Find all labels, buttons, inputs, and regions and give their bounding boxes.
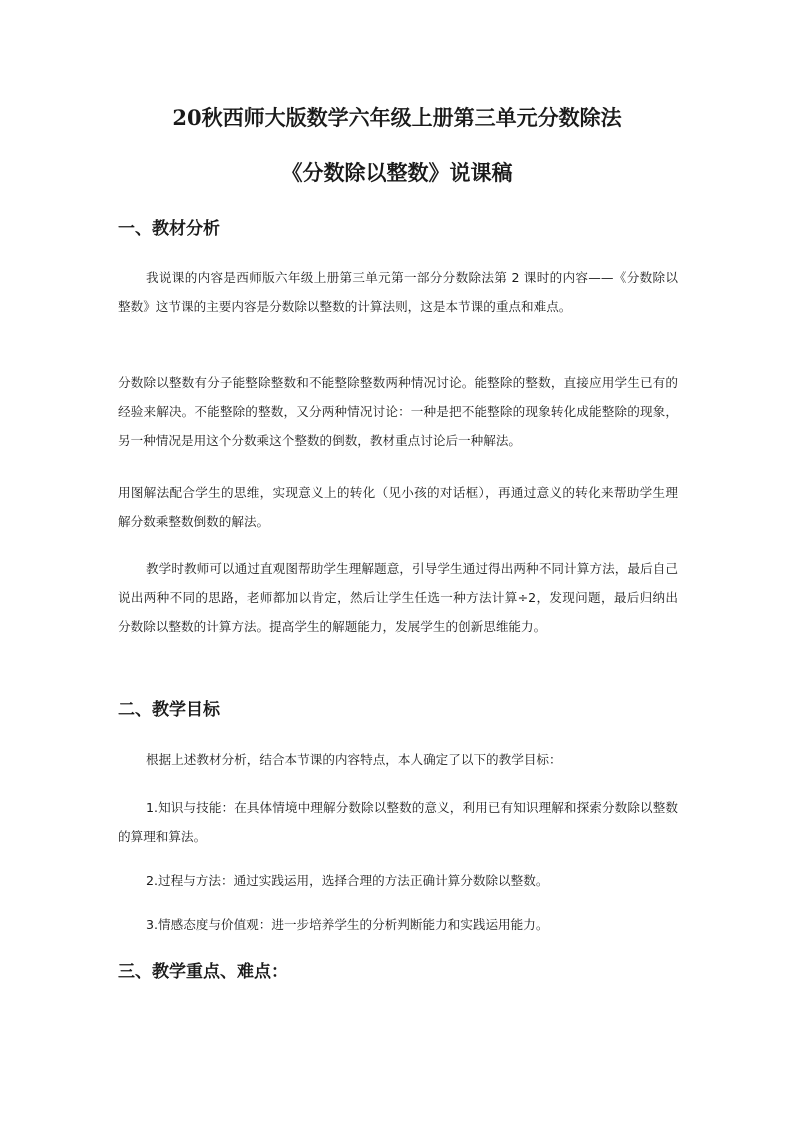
document-title-line-1: 20秋西师大版数学六年级上册第三单元分数除法 <box>172 105 622 130</box>
paragraph-5: 根据上述教材分析，结合本节课的内容特点，本人确定了以下的教学目标： <box>146 752 562 767</box>
section-heading-2: 二、教学目标 <box>118 700 220 720</box>
document-title-line-2: 《分数除以整数》说课稿 <box>281 160 513 185</box>
objective-3: 3.情感态度与价值观：进一步培养学生的分析判断能力和实践运用能力。 <box>146 917 549 932</box>
objective-1: 1.知识与技能：在具体情境中理解分数除以整数的意义，利用已有知识理解和探索分数除以整数的算理和算法。 <box>118 800 678 844</box>
section-heading-1: 一、教材分析 <box>118 219 220 239</box>
paragraph-2: 分数除以整数有分子能整除整数和不能整除整数两种情况讨论。能整除的整数，直接应用学生已有的经验来解决。不能整除的整数，又分两种情况讨论：一种是把不能整除的现象转化成能整除的现象，另一种情况是用这个分数乘这个整数的倒数，教材重点讨论后一种解法。 <box>118 375 678 448</box>
paragraph-1: 我说课的内容是西师版六年级上册第三单元第一部分分数除法第 2 课时的内容——《分数除以整数》这节课的主要内容是分数除以整数的计算法则，这是本节课的重点和难点。 <box>118 270 678 314</box>
objective-2: 2.过程与方法：通过实践运用，选择合理的方法正确计算分数除以整数。 <box>146 873 549 888</box>
paragraph-3: 用图解法配合学生的思维，实现意义上的转化（见小孩的对话框），再通过意义的转化来帮助学生理解分数乘整数倒数的解法。 <box>118 485 678 529</box>
section-heading-3: 三、教学重点、难点： <box>118 962 288 982</box>
paragraph-4: 教学时教师可以通过直观图帮助学生理解题意，引导学生通过得出两种不同计算方法，最后自己说出两种不同的思路，老师都加以肯定，然后让学生任选一种方法计算÷2，发现问题，最后归纳出分数除以整数的计算方法。提高学生的解题能力，发展学生的创新思维能力。 <box>118 561 678 634</box>
